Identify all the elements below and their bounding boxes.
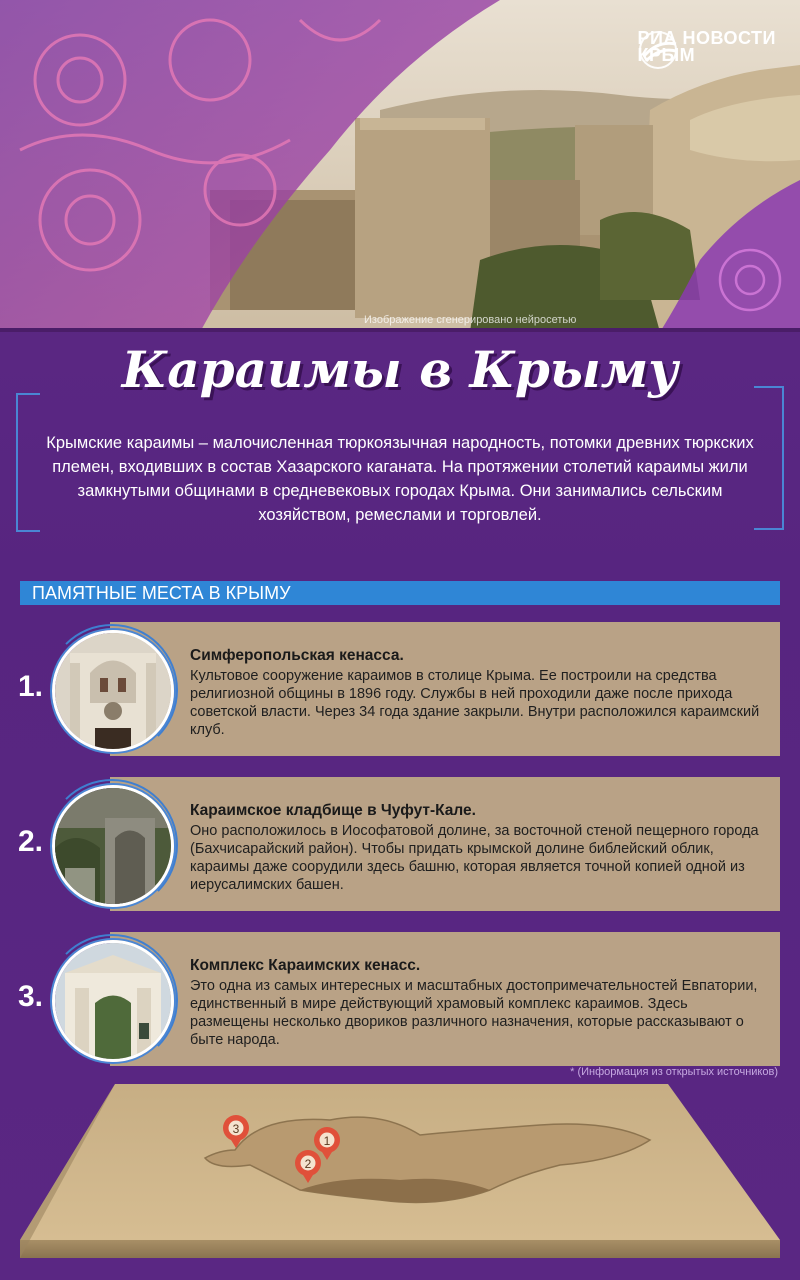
page-title: Караимы в Крыму xyxy=(121,340,679,399)
place-photo-chufut-kale-cemetery xyxy=(52,785,174,907)
pin-label: 3 xyxy=(232,1122,240,1136)
ria-novosti-logo xyxy=(638,30,776,64)
place-number: 2. xyxy=(18,825,44,858)
source-note: * (Информация из открытых источников) xyxy=(570,1066,778,1078)
logo-text-line-2: КРЫМ xyxy=(637,45,696,65)
section-title: ПАМЯТНЫЕ МЕСТА В КРЫМУ xyxy=(32,583,291,603)
place-text: Это одна из самых интересных и масштабных достопримечательностей Евпатории, единственный в мире действующий храмовый комплекс караимов. Здесь размещены несколько двориков различного назначения, которые рассказывают о быте народа. xyxy=(190,978,758,1048)
place-photo-simferopol-kenassa xyxy=(52,630,174,752)
image-caption: Изображение сгенерировано нейросетью xyxy=(364,314,577,326)
logo-text-line-1: РИА НОВОСТИ xyxy=(637,28,776,48)
place-photo-evpatoria-kenassas xyxy=(52,940,174,1062)
place-card-2 xyxy=(110,777,780,911)
place-heading: Караимское кладбище в Чуфут-Кале. xyxy=(190,802,476,819)
place-card-3 xyxy=(110,932,780,1066)
crimea-map xyxy=(0,1080,800,1280)
hero-image xyxy=(0,0,800,332)
pin-label: 1 xyxy=(323,1134,331,1148)
intro-paragraph: Крымские караимы – малочисленная тюркоязычная народность, потомки древних тюркских племен, входивших в состав Хазарского каганата. На протяжении столетий караимы жили замкнутыми общинами в средневековых городах Крыма. Они занимались сельским хозяйством, ремеслами и торговлей. xyxy=(46,434,754,524)
section-header xyxy=(20,581,780,605)
place-card-1 xyxy=(110,622,780,756)
place-heading: Симферопольская кенасса. xyxy=(190,647,404,664)
logo-icon xyxy=(638,30,682,70)
pin-label: 2 xyxy=(304,1157,312,1171)
place-text: Культовое сооружение караимов в столице Крыма. Ее построили на средства религиозной общины в 1896 году. Службы в ней проходили даже после прихода советской власти. Через 34 года здание закрыли. Внутри расположился караимский клуб. xyxy=(190,668,760,738)
place-number: 3. xyxy=(18,980,44,1013)
place-text: Оно расположилось в Иософатовой долине, за восточной стеной пещерного города (Бахчисарайский район). Чтобы придать крымской долине библейский облик, караимы даже соорудили здесь башню, которая является точной копией одной из иерусалимских башен. xyxy=(190,823,759,893)
place-heading: Комплекс Караимских кенасс. xyxy=(190,957,421,974)
place-number: 1. xyxy=(18,670,44,703)
